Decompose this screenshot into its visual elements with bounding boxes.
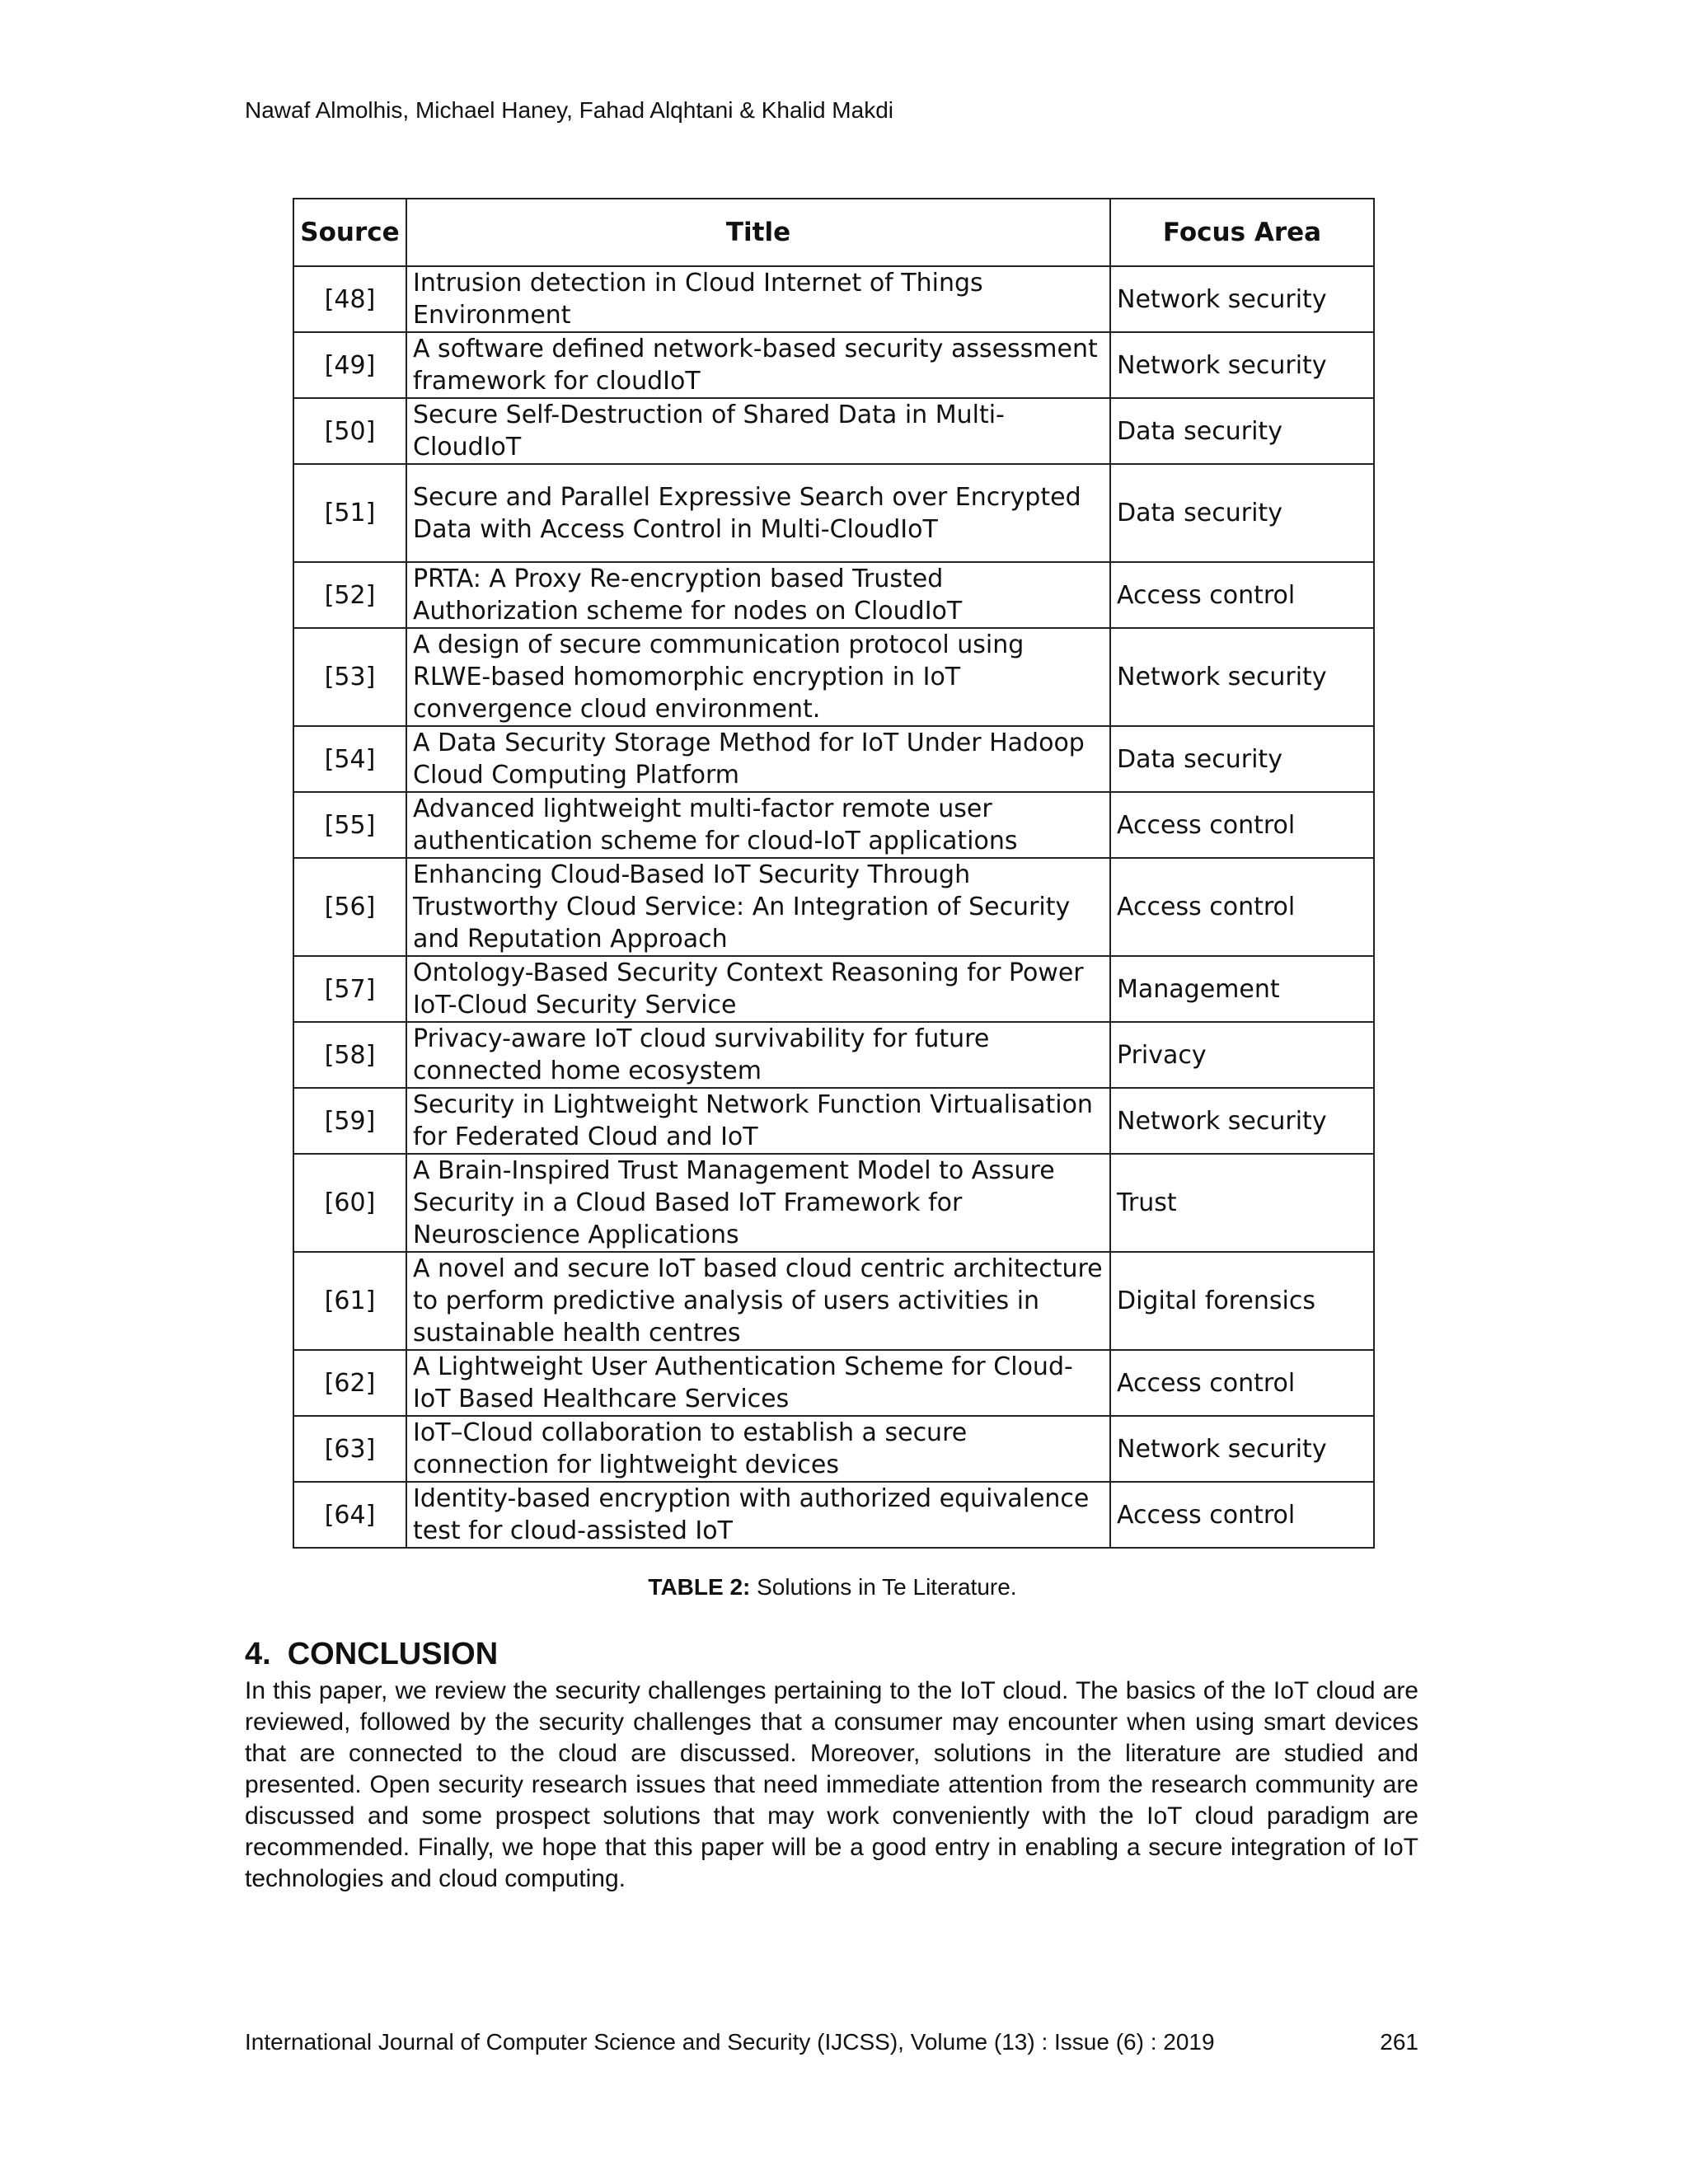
source-cell: [57] xyxy=(293,956,406,1022)
focus-area-cell: Network security xyxy=(1110,628,1374,726)
solutions-table xyxy=(293,198,1375,1549)
table-row xyxy=(293,726,1374,792)
title-cell: A Data Security Storage Method for IoT Under Hadoop Cloud Computing Platform xyxy=(406,726,1110,792)
source-cell: [53] xyxy=(293,628,406,726)
title-cell: Enhancing Cloud-Based IoT Security Through Trustworthy Cloud Service: An Integration of Security and Reputation Approach xyxy=(406,858,1110,956)
focus-area-cell: Data security xyxy=(1110,726,1374,792)
table-row xyxy=(293,792,1374,858)
title-cell: Privacy-aware IoT cloud survivability for future connected home ecosystem xyxy=(406,1022,1110,1088)
table-row xyxy=(293,956,1374,1022)
table-row xyxy=(293,1350,1374,1416)
source-cell: [51] xyxy=(293,464,406,562)
title-cell: Security in Lightweight Network Function Virtualisation for Federated Cloud and IoT xyxy=(406,1088,1110,1154)
source-cell: [62] xyxy=(293,1350,406,1416)
table-row xyxy=(293,1154,1374,1252)
conclusion-paragraph: In this paper, we review the security challenges pertaining to the IoT cloud. The basics of the IoT cloud are reviewed, followed by the security challenges that a consumer may encounter when using smart devices that are connected to the cloud are discussed. Moreover, solutions in the literature are studied and presented. Open security research issues that need immediate attention from the research community are discussed and some prospect solutions that may work conveniently with the IoT cloud paradigm are recommended. Finally, we hope that this paper will be a good entry in enabling a secure integration of IoT technologies and cloud computing. xyxy=(245,1677,1418,1892)
focus-area-cell: Management xyxy=(1110,956,1374,1022)
table-row xyxy=(293,858,1374,956)
title-cell: A software defined network-based security assessment framework for cloudIoT xyxy=(406,332,1110,398)
table-row xyxy=(293,1482,1374,1548)
source-cell: [59] xyxy=(293,1088,406,1154)
section-number: 4. xyxy=(245,1637,271,1671)
header-focus-area: Focus Area xyxy=(1110,199,1374,266)
title-cell: Advanced lightweight multi-factor remote user authentication scheme for cloud-IoT applications xyxy=(406,792,1110,858)
title-cell: Identity-based encryption with authorized equivalence test for cloud-assisted IoT xyxy=(406,1482,1110,1548)
title-cell: Secure and Parallel Expressive Search over Encrypted Data with Access Control in Multi-CloudIoT xyxy=(406,464,1110,562)
title-cell: IoT–Cloud collaboration to establish a secure connection for lightweight devices xyxy=(406,1416,1110,1482)
source-cell: [58] xyxy=(293,1022,406,1088)
source-cell: [60] xyxy=(293,1154,406,1252)
source-cell: [61] xyxy=(293,1252,406,1350)
title-cell: PRTA: A Proxy Re-encryption based Trusted Authorization scheme for nodes on CloudIoT xyxy=(406,562,1110,628)
table-row xyxy=(293,332,1374,398)
focus-area-cell: Network security xyxy=(1110,1088,1374,1154)
focus-area-cell: Network security xyxy=(1110,266,1374,332)
table-row xyxy=(293,398,1374,464)
focus-area-cell: Access control xyxy=(1110,562,1374,628)
focus-area-cell: Access control xyxy=(1110,858,1374,956)
source-cell: [48] xyxy=(293,266,406,332)
source-cell: [52] xyxy=(293,562,406,628)
table-caption-text: Solutions in Te Literature. xyxy=(750,1574,1017,1600)
table-row xyxy=(293,464,1374,562)
title-cell: Secure Self-Destruction of Shared Data in Multi-CloudIoT xyxy=(406,398,1110,464)
title-cell: A Lightweight User Authentication Scheme for Cloud-IoT Based Healthcare Services xyxy=(406,1350,1110,1416)
running-head-authors: Nawaf Almolhis, Michael Haney, Fahad Alqhtani & Khalid Makdi xyxy=(245,97,893,123)
table-row xyxy=(293,628,1374,726)
focus-area-cell: Access control xyxy=(1110,1350,1374,1416)
title-cell: A design of secure communication protocol using RLWE-based homomorphic encryption in IoT convergence cloud environment. xyxy=(406,628,1110,726)
table-row xyxy=(293,1252,1374,1350)
source-cell: [49] xyxy=(293,332,406,398)
table-row xyxy=(293,1416,1374,1482)
source-cell: [63] xyxy=(293,1416,406,1482)
focus-area-cell: Digital forensics xyxy=(1110,1252,1374,1350)
table-row xyxy=(293,1022,1374,1088)
source-cell: [50] xyxy=(293,398,406,464)
source-cell: [55] xyxy=(293,792,406,858)
title-cell: Intrusion detection in Cloud Internet of Things Environment xyxy=(406,266,1110,332)
section-heading xyxy=(245,1637,498,1672)
table-header-row xyxy=(293,199,1374,266)
focus-area-cell: Access control xyxy=(1110,792,1374,858)
source-cell: [56] xyxy=(293,858,406,956)
focus-area-cell: Privacy xyxy=(1110,1022,1374,1088)
table-caption xyxy=(0,1574,1665,1601)
table-row xyxy=(293,1088,1374,1154)
focus-area-cell: Trust xyxy=(1110,1154,1374,1252)
focus-area-cell: Access control xyxy=(1110,1482,1374,1548)
table-caption-label: TABLE 2: xyxy=(648,1574,751,1600)
page-number: 261 xyxy=(1380,2029,1418,2055)
table-row xyxy=(293,266,1374,332)
title-cell: A novel and secure IoT based cloud centric architecture to perform predictive analysis of users activities in sustainable health centres xyxy=(406,1252,1110,1350)
source-cell: [64] xyxy=(293,1482,406,1548)
source-cell: [54] xyxy=(293,726,406,792)
focus-area-cell: Network security xyxy=(1110,1416,1374,1482)
title-cell: Ontology-Based Security Context Reasoning for Power IoT-Cloud Security Service xyxy=(406,956,1110,1022)
title-cell: A Brain-Inspired Trust Management Model to Assure Security in a Cloud Based IoT Framework for Neuroscience Applications xyxy=(406,1154,1110,1252)
header-source: Source xyxy=(293,199,406,266)
focus-area-cell: Data security xyxy=(1110,464,1374,562)
section-title: CONCLUSION xyxy=(287,1637,499,1671)
focus-area-cell: Network security xyxy=(1110,332,1374,398)
footer-journal: International Journal of Computer Science and Security (IJCSS), Volume (13) : Issue (6) : 2019 xyxy=(245,2029,1215,2055)
header-title: Title xyxy=(406,199,1110,266)
table-row xyxy=(293,562,1374,628)
focus-area-cell: Data security xyxy=(1110,398,1374,464)
